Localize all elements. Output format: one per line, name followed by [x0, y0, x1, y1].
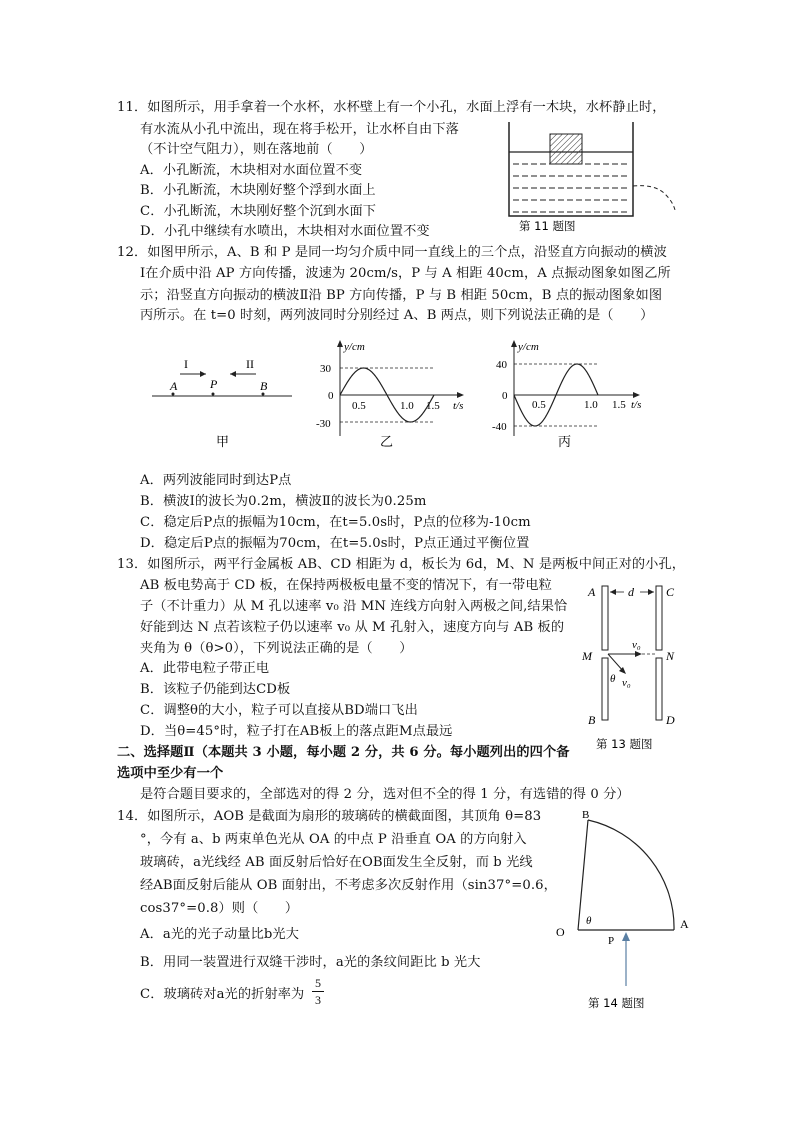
q12-option-a: A．两列波能同时到达P点: [140, 473, 292, 488]
q12-option-b: B．横波Ⅰ的波长为0.2m，横波Ⅱ的波长为0.25m: [140, 494, 427, 509]
q12-figure-jia: [150, 350, 310, 450]
q13-line3: 子（不计重力）从 M 孔以速率 v₀ 沿 MN 连线方向射入两极之间,结果恰: [140, 599, 568, 614]
q11-line3: （不计空气阻力），则在落地前（ ）: [140, 142, 373, 157]
q12-line1: 12．如图甲所示，A、B 和 P 是同一均匀介质中同一直线上的三个点，沿竖直方向振动的横波: [117, 245, 667, 260]
bing-bottom-label: -40: [492, 421, 507, 433]
section2-line3: 是符合题目要求的，全部选对的得 2 分，选对但不全的得 1 分，有选错的得 0 分）: [140, 787, 630, 802]
bing-tick-1.5: 1.5: [612, 399, 626, 411]
q12-figure-yi: [312, 336, 472, 451]
hole-n-label: N: [666, 649, 675, 663]
point-p-label: P: [608, 935, 615, 947]
v0-angled-label: v₀: [622, 677, 631, 689]
q14-line2: °，今有 a、b 两束单色光从 OA 的中点 P 沿垂直 OA 的方向射入: [140, 832, 527, 847]
q13-line1: 13．如图所示，两平行金属板 AB、CD 相距为 d，板长为 6d，M、N 是两板中间正对的小孔，: [117, 557, 686, 572]
q12-option-c: C．稳定后P点的振幅为10cm，在t=5.0s时，P点的位移为-10cm: [140, 515, 531, 530]
plate-a-label: A: [588, 585, 596, 599]
q11-figure-water-cup: [505, 112, 695, 232]
section2-line2: 选项中至少有一个: [117, 766, 224, 781]
q11-option-d: D．小孔中继续有水喷出，木块相对水面位置不变: [140, 224, 430, 239]
bing-zero-label: 0: [502, 390, 508, 402]
q11-line1: 11．如图所示，用手拿着一个水杯，水杯壁上有一个小孔，水面上浮有一木块，水杯静止时，: [117, 100, 666, 115]
q11-option-a: A．小孔断流，木块相对水面位置不变: [140, 163, 363, 178]
yi-bottom-label: -30: [316, 418, 331, 430]
plate-c-label: C: [666, 585, 675, 599]
yi-top-label: 30: [320, 363, 331, 375]
q12-option-d: D．稳定后P点的振幅为70cm，在t=5.0s时，P点正通过平衡位置: [140, 536, 530, 551]
q11-line2: 有水流从小孔中流出，现在将手松开，让水杯自由下落: [140, 122, 459, 137]
q13-figure-plates: [578, 578, 708, 758]
q12-figure-bing: [488, 336, 653, 451]
plate-d-label: D: [666, 713, 675, 727]
q13-option-b: B．该粒子仍能到达CD板: [140, 682, 291, 697]
q13-caption: 第 13 题图: [596, 737, 653, 751]
fig-yi-name: 乙: [380, 434, 394, 449]
yi-tlabel: t/s: [453, 400, 464, 412]
bing-tick-0.5: 0.5: [532, 399, 546, 411]
wave-2-label: II: [246, 357, 254, 371]
v0-label: v₀: [632, 639, 641, 651]
q14-line4: 经AB面反射后能从 OB 面射出，不考虑多次反射作用（sin37°=0.6，: [140, 878, 557, 893]
theta-angle-label: θ: [586, 915, 592, 927]
section2-line1: 二、选择题Ⅱ（本题共 3 小题，每小题 2 分，共 6 分。每小题列出的四个备: [117, 745, 570, 760]
bing-ylabel: y/cm: [518, 341, 539, 353]
q14-line5: cos37°=0.8）则（ ）: [140, 901, 299, 916]
q14-option-c: C．玻璃砖对a光的折射率为: [140, 987, 305, 1002]
q11-option-b: B．小孔断流，木块刚好整个浮到水面上: [140, 183, 376, 198]
point-p-label: P: [210, 377, 218, 391]
q11-option-c: C．小孔断流，木块刚好整个沉到水面下: [140, 204, 377, 219]
fig-jia-name: 甲: [216, 434, 230, 449]
q13-line5: 夹角为 θ（θ>0），下列说法正确的是（ ）: [140, 641, 413, 656]
q12-line3: 示；沿竖直方向振动的横波Ⅱ沿 BP 方向传播，P 与 B 相距 50cm，B 点的振动图象如图: [140, 288, 663, 303]
distance-d-label: d: [628, 585, 634, 599]
yi-tick-0.5: 0.5: [352, 400, 366, 412]
vertex-a-label: A: [680, 917, 689, 931]
q11-caption: 第 11 题图: [519, 219, 576, 233]
q14-line1: 14．如图所示，AOB 是截面为扇形的玻璃砖的横截面图，其顶角 θ=83: [117, 809, 542, 824]
yi-ylabel: y/cm: [344, 341, 365, 353]
q14-option-a: A．a光的光子动量比b光大: [140, 927, 300, 942]
yi-tick-1.5: 1.5: [426, 400, 440, 412]
yi-zero-label: 0: [328, 390, 334, 402]
q13-option-a: A．此带电粒子带正电: [140, 661, 270, 676]
plate-b-label: B: [588, 713, 596, 727]
wood-block: [550, 134, 582, 164]
vertex-b-label: B: [582, 809, 590, 821]
point-a-label: A: [170, 379, 178, 393]
fraction-numerator: 5: [312, 975, 324, 992]
fig-bing-name: 丙: [558, 434, 572, 449]
yi-tick-1.0: 1.0: [400, 400, 414, 412]
q14-figure-sector: [552, 808, 702, 1013]
q14-caption: 第 14 题图: [588, 996, 645, 1010]
q12-line2: Ⅰ在介质中沿 AP 方向传播，波速为 20cm/s，P 与 A 相距 40cm，A 点振动图象如图乙所: [140, 266, 671, 281]
theta-label: θ: [610, 673, 616, 685]
q14-fraction: [312, 975, 324, 1008]
q13-line4: 好能到达 N 点若该粒子仍以速率 v₀ 从 M 孔射入，速度方向与 AB 板的: [140, 620, 565, 635]
point-b-label: B: [260, 379, 268, 393]
q13-option-d: D．当θ=45°时，粒子打在AB板上的落点距M点最远: [140, 724, 453, 739]
fraction-denominator: 3: [315, 993, 321, 1007]
bing-top-label: 40: [496, 359, 507, 371]
bing-tick-1.0: 1.0: [584, 399, 598, 411]
q14-option-b: B．用同一装置进行双缝干涉时，a光的条纹间距比 b 光大: [140, 955, 481, 970]
q13-line2: AB 板电势高于 CD 板，在保持两极板电量不变的情况下，有一带电粒: [140, 578, 552, 593]
q14-line3: 玻璃砖，a光线经 AB 面反射后恰好在OB面发生全反射，而 b 光线: [140, 855, 533, 870]
q12-line4: 丙所示。在 t=0 时刻，两列波同时分别经过 A、B 两点，则下列说法正确的是（ ）: [140, 308, 654, 323]
bing-tlabel: t/s: [631, 399, 642, 411]
wave-1-label: I: [184, 357, 188, 371]
hole-m-label: M: [582, 649, 592, 663]
vertex-o-label: O: [556, 925, 565, 939]
q13-option-c: C．调整θ的大小，粒子可以直接从BD端口飞出: [140, 703, 418, 718]
